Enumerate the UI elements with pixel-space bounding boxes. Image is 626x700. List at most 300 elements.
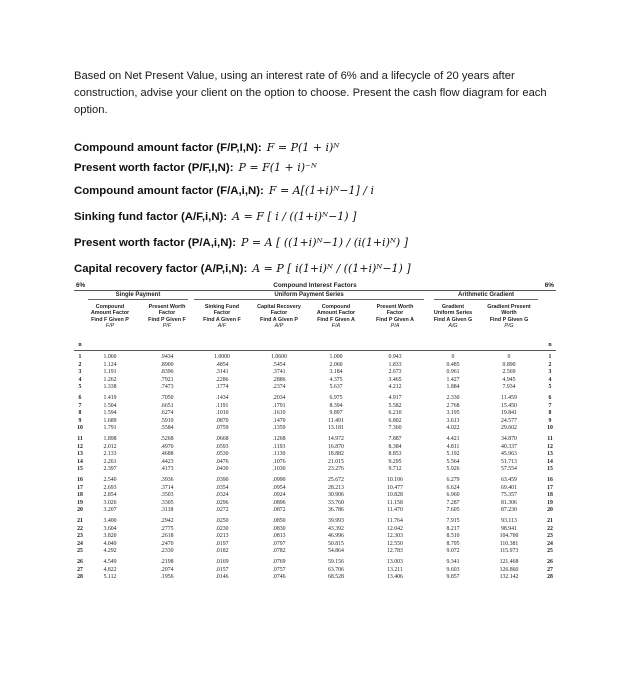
column-header-text: Find A Given F: [203, 316, 241, 323]
table-cell: .3741: [272, 369, 286, 376]
n-column-header: n: [78, 342, 82, 348]
table-cell: 5.192: [446, 451, 460, 458]
table-cell: .1030: [272, 466, 286, 473]
table-cell: .7921: [160, 376, 174, 383]
row-period: 9: [548, 417, 552, 424]
table-cell: 0.961: [446, 369, 460, 376]
table-cell: 104.700: [499, 533, 519, 540]
table-cell: 2.854: [103, 492, 117, 499]
table-cell: 93.113: [501, 518, 517, 524]
table-cell: 9.341: [446, 559, 460, 565]
table-cell: 43.392: [328, 525, 344, 532]
row-period: 7: [78, 402, 82, 409]
table-cell: 3.820: [103, 533, 117, 540]
row-period: 5: [548, 384, 552, 391]
table-cell: .1434: [215, 395, 229, 401]
table-cell: 0.485: [446, 361, 460, 368]
row-period: 27: [547, 566, 553, 573]
row-period: 4: [548, 376, 552, 383]
table-cell: .2775: [160, 525, 174, 532]
formula-label: Capital recovery factor (A/P,i,N):: [74, 263, 248, 275]
table-cell: 2.397: [103, 466, 117, 473]
row-period: 2: [78, 361, 82, 368]
row-period: 26: [547, 559, 553, 565]
table-cell: 0: [507, 354, 511, 360]
table-cell: .3118: [160, 507, 174, 514]
table-cell: 132.142: [499, 574, 519, 581]
column-header-text: Find A Given G: [433, 316, 473, 323]
column-symbol: P/F: [162, 323, 172, 330]
table-cell: 25.672: [328, 477, 344, 483]
table-cell: .2886: [272, 376, 286, 383]
table-cell: .3714: [160, 484, 174, 491]
row-period: 3: [78, 369, 82, 376]
table-cell: .0250: [215, 518, 229, 524]
table-cell: 3.604: [103, 525, 117, 532]
table-cell: .5454: [272, 361, 286, 368]
table-cell: .7050: [160, 395, 174, 401]
table-cell: 9.712: [388, 466, 402, 473]
table-cell: .6651: [160, 402, 174, 409]
table-cell: 16.870: [328, 443, 344, 450]
table-cell: 10.106: [387, 477, 403, 483]
table-cell: 13.211: [387, 566, 403, 573]
table-cell: .0668: [215, 436, 229, 442]
table-cell: .8900: [160, 361, 174, 368]
table-cell: 9.857: [446, 574, 460, 581]
table-cell: .0830: [272, 525, 286, 532]
table-cell: .3936: [160, 477, 174, 483]
table-cell: 57.554: [501, 466, 517, 473]
table-title: Compound Interest Factors: [273, 282, 357, 289]
row-period: 4: [78, 376, 82, 383]
column-symbol: A/P: [274, 323, 284, 330]
table-cell: .4173: [160, 466, 174, 473]
table-cell: 1.419: [103, 395, 117, 401]
table-cell: 2.673: [388, 369, 402, 376]
table-cell: 75.357: [501, 492, 517, 499]
column-header-text: Find F Given A: [317, 316, 355, 323]
table-cell: 5.926: [446, 466, 460, 473]
table-cell: .2942: [160, 518, 174, 524]
table-cell: .2286: [215, 376, 229, 383]
table-cell: .1191: [215, 402, 229, 409]
table-cell: 126.860: [499, 566, 519, 573]
table-cell: .0782: [272, 548, 286, 555]
column-header: [431, 304, 475, 330]
row-period: 10: [77, 425, 83, 432]
table-cell: 1.504: [103, 402, 117, 409]
column-header-text: Find A Given P: [260, 316, 298, 323]
table-cell: .2470: [160, 540, 174, 547]
table-cell: .0390: [215, 477, 229, 483]
table-cell: 4.375: [329, 376, 343, 383]
table-cell: .0146: [215, 574, 229, 581]
row-period: 24: [547, 540, 553, 547]
table-cell: 14.972: [328, 436, 344, 442]
table-cell: 87.230: [501, 507, 517, 514]
row-period: 11: [77, 436, 83, 442]
table-cell: 0.943: [388, 354, 402, 360]
table-cell: 1.060: [103, 354, 117, 360]
row-period: 22: [77, 525, 83, 532]
table-cell: 2.693: [103, 484, 117, 491]
table-cell: 19.841: [501, 410, 517, 417]
column-header: [314, 304, 358, 330]
row-period: 5: [78, 384, 82, 391]
table-cell: 1.833: [388, 361, 402, 368]
table-cell: 12.550: [387, 540, 403, 547]
row-period: 12: [547, 443, 553, 450]
table-cell: .0169: [215, 559, 229, 565]
table-cell: 5.564: [446, 458, 460, 465]
table-cell: .8396: [160, 369, 174, 376]
table-cell: .1010: [215, 410, 229, 417]
row-period: 27: [77, 566, 83, 573]
table-cell: .0924: [272, 492, 286, 499]
table-cell: 33.760: [328, 499, 344, 506]
table-cell: 1.689: [103, 417, 117, 424]
table-cell: 0: [451, 354, 455, 360]
table-cell: 9.603: [446, 566, 460, 573]
table-cell: 6.802: [388, 417, 402, 424]
row-period: 22: [547, 525, 553, 532]
table-cell: .1268: [272, 436, 286, 442]
table-cell: 13.406: [387, 574, 403, 581]
table-cell: 2.261: [103, 458, 117, 465]
table-cell: .0354: [215, 484, 229, 491]
table-cell: .1610: [272, 410, 286, 417]
table-cell: 81.306: [501, 499, 517, 506]
table-cell: 54.864: [328, 548, 344, 555]
table-cell: .0769: [272, 559, 286, 565]
table-cell: .0813: [272, 533, 286, 540]
table-cell: 30.906: [328, 492, 344, 499]
formula-list: [74, 138, 554, 282]
column-header-text: Gradient Uniform Series: [433, 304, 473, 317]
table-cell: 11.158: [387, 499, 403, 506]
table-cell: 3.400: [103, 518, 117, 524]
table-cell: 2.540: [103, 477, 117, 483]
table-cell: 12.303: [387, 533, 403, 540]
table-cell: 5.582: [388, 402, 402, 409]
table-cell: 4.822: [103, 566, 117, 573]
column-header-text: Compound Amount Factor: [90, 304, 130, 317]
table-cell: 4.421: [446, 436, 460, 442]
row-period: 19: [547, 499, 553, 506]
row-period: 28: [547, 574, 553, 581]
formula-expression: P = F(1 + i)⁻ᴺ: [238, 161, 317, 174]
table-cell: .4970: [160, 443, 174, 450]
table-cell: 3.184: [329, 369, 343, 376]
table-cell: 4.049: [103, 540, 117, 547]
table-cell: 15.450: [501, 402, 517, 409]
table-cell: 1.262: [103, 376, 117, 383]
row-period: 1: [78, 354, 82, 360]
table-cell: 8.853: [388, 451, 402, 458]
formula-fp: [74, 138, 554, 158]
table-cell: .7473: [160, 384, 174, 391]
table-cell: 1.338: [103, 384, 117, 391]
table-cell: 21.015: [328, 458, 344, 465]
table-cell: 4.811: [446, 443, 460, 450]
table-cell: 1.791: [103, 425, 117, 432]
table-cell: 3.207: [103, 507, 117, 514]
table-cell: .2374: [272, 384, 286, 391]
table-cell: .2198: [160, 559, 174, 565]
row-period: 26: [77, 559, 83, 565]
table-cell: .2074: [160, 566, 174, 573]
row-period: 25: [77, 548, 83, 555]
table-cell: 4.022: [446, 425, 460, 432]
table-cell: 10.828: [387, 492, 403, 499]
table-cell: .0759: [215, 425, 229, 432]
row-period: 8: [78, 410, 82, 417]
formula-expression: F = A[(1+i)ᴺ−1] / i: [268, 184, 375, 197]
column-symbol: A/G: [448, 323, 458, 330]
table-cell: 1.124: [103, 361, 117, 368]
row-period: 25: [547, 548, 553, 555]
table-cell: .0797: [272, 540, 286, 547]
table-cell: .0430: [215, 466, 229, 473]
row-period: 15: [547, 466, 553, 473]
row-period: 16: [547, 477, 553, 483]
table-top-rule: [74, 290, 556, 291]
row-period: 20: [77, 507, 83, 514]
table-cell: 12.783: [387, 548, 403, 555]
column-header: [200, 304, 244, 330]
table-cell: 6.960: [446, 492, 460, 499]
column-header-text: Find P Given G: [489, 316, 529, 323]
row-period: 1: [548, 354, 552, 360]
table-cell: 36.786: [328, 507, 344, 514]
table-cell: 3.613: [446, 417, 460, 424]
table-cell: .3141: [215, 369, 229, 376]
column-header-text: Capital Recovery Factor: [257, 304, 301, 317]
table-cell: 1.191: [103, 369, 117, 376]
table-cell: 10.477: [387, 484, 403, 491]
formula-label: Present worth factor (P/A,i,N):: [74, 237, 237, 249]
table-cell: 8.394: [329, 402, 343, 409]
row-period: 17: [77, 484, 83, 491]
table-cell: 40.337: [501, 443, 517, 450]
table-cell: .0213: [215, 533, 229, 540]
table-cell: 1.898: [103, 436, 117, 442]
table-cell: .3503: [160, 492, 174, 499]
table-cell: .5584: [160, 425, 174, 432]
table-cell: 28.213: [328, 484, 344, 491]
table-cell: 8.217: [446, 525, 460, 532]
table-cell: 7.360: [388, 425, 402, 432]
row-period: 12: [77, 443, 83, 450]
table-cell: 5.637: [329, 384, 343, 391]
column-header-text: Present Worth Factor: [376, 304, 414, 317]
table-cell: .0954: [272, 484, 286, 491]
formula-expression: A = F [ i / ((1+i)ᴺ−1) ]: [232, 210, 357, 223]
question-text: Based on Net Present Value, using an interest rate of 6% and a lifecycle of 20 years after construction, advise your client on the option to choose. Present the cash flow diagram for each option.: [74, 70, 547, 116]
row-period: 14: [547, 458, 553, 465]
table-cell: .0272: [215, 507, 229, 514]
table-cell: 2.569: [502, 369, 516, 376]
table-cell: 1.000: [329, 354, 343, 360]
table-cell: 4.292: [103, 548, 117, 555]
table-cell: 11.470: [387, 507, 403, 514]
formula-label: Present worth factor (P/F,I,N):: [74, 162, 234, 174]
formula-pa: [74, 230, 554, 256]
table-cell: 4.549: [103, 559, 117, 565]
table-cell: 2.330: [446, 395, 460, 401]
table-cell: 3.465: [388, 376, 402, 383]
header-bottom-rule: [74, 350, 556, 351]
formula-label: Compound amount factor (F/P,I,N):: [74, 142, 262, 154]
column-header-text: Present Worth Factor: [148, 304, 186, 317]
table-cell: .4423: [160, 458, 174, 465]
table-cell: .0324: [215, 492, 229, 499]
table-cell: 24.577: [501, 417, 517, 424]
column-symbol: P/G: [504, 323, 514, 330]
table-cell: 6.624: [446, 484, 460, 491]
table-cell: .0230: [215, 525, 229, 532]
table-cell: 7.605: [446, 507, 460, 514]
table-cell: 1.427: [446, 376, 460, 383]
table-cell: 8.384: [388, 443, 402, 450]
table-cell: 11.491: [328, 417, 344, 424]
table-cell: 59.156: [328, 559, 344, 565]
table-cell: .1956: [160, 574, 174, 581]
table-cell: 46.996: [328, 533, 344, 540]
table-cell: .4854: [215, 361, 229, 368]
formula-fa: [74, 178, 554, 204]
table-cell: 3.195: [446, 410, 460, 417]
table-cell: .0530: [215, 451, 229, 458]
table-cell: 121.468: [499, 559, 519, 565]
row-period: 9: [78, 417, 82, 424]
table-cell: .2330: [160, 548, 174, 555]
column-symbol: A/F: [217, 323, 227, 330]
table-cell: 7.287: [446, 499, 460, 506]
table-cell: .0870: [215, 417, 229, 424]
row-period: 17: [547, 484, 553, 491]
table-cell: 110.381: [499, 540, 519, 547]
table-cell: 45.963: [501, 451, 517, 458]
formula-af: [74, 204, 554, 230]
table-cell: 12.042: [387, 525, 403, 532]
table-cell: .5268: [160, 436, 174, 442]
column-symbol: P/A: [390, 323, 400, 330]
table-cell: .0990: [272, 477, 286, 483]
n-column-header: n: [548, 342, 552, 348]
row-period: 6: [548, 395, 552, 401]
table-cell: 1.0000: [214, 354, 230, 360]
row-period: 13: [77, 451, 83, 458]
table-cell: 2.060: [329, 361, 343, 368]
table-cell: 9.295: [388, 458, 402, 465]
column-header: [257, 304, 301, 330]
formula-expression: F = P(1 + i)ᴺ: [266, 141, 340, 154]
table-cell: 2.768: [446, 402, 460, 409]
table-cell: 0.890: [502, 361, 516, 368]
table-cell: 63.459: [501, 477, 517, 483]
table-cell: 8.510: [446, 533, 460, 540]
column-header-text: Sinking Fund Factor: [204, 304, 240, 317]
table-cell: .0476: [215, 458, 229, 465]
table-cell: 2.133: [103, 451, 117, 458]
table-cell: 4.945: [502, 376, 516, 383]
column-header: [88, 304, 132, 330]
table-cell: 7.915: [446, 518, 460, 524]
row-period: 15: [77, 466, 83, 473]
row-period: 7: [548, 402, 552, 409]
table-cell: .0157: [215, 566, 229, 573]
row-period: 13: [547, 451, 553, 458]
table-cell: .6274: [160, 410, 174, 417]
table-cell: .3305: [160, 499, 174, 506]
table-cell: .0872: [272, 507, 286, 514]
table-cell: 50.815: [328, 540, 344, 547]
group-uniform-series: Uniform Payment Series: [194, 292, 424, 300]
table-cell: 5.112: [103, 574, 117, 581]
table-cell: .1774: [215, 384, 229, 391]
table-cell: .1130: [272, 451, 286, 458]
column-header-text: Find P Given A: [375, 316, 415, 323]
compound-interest-table: [74, 282, 556, 581]
formula-ap: [74, 256, 554, 282]
table-cell: 9.072: [446, 548, 460, 555]
row-period: 19: [77, 499, 83, 506]
table-cell: .0182: [215, 548, 229, 555]
table-cell: 11.459: [501, 395, 517, 401]
column-header: [145, 304, 189, 330]
table-cell: 4.212: [388, 384, 402, 391]
table-cell: 1.0600: [271, 354, 287, 360]
table-cell: .0593: [215, 443, 229, 450]
table-cell: .4688: [160, 451, 174, 458]
table-cell: .1193: [272, 443, 286, 450]
row-period: 21: [77, 518, 83, 524]
table-cell: 7.934: [502, 384, 516, 391]
table-cell: 98.941: [501, 525, 517, 532]
row-period: 8: [548, 410, 552, 417]
table-cell: 39.993: [328, 518, 344, 524]
table-cell: 115.973: [499, 548, 519, 555]
table-cell: 3.026: [103, 499, 117, 506]
table-cell: .0746: [272, 574, 286, 581]
table-cell: 8.795: [446, 540, 460, 547]
row-period: 18: [547, 492, 553, 499]
formula-expression: A = P [ i(1+i)ᴺ / ((1+i)ᴺ−1) ]: [252, 262, 411, 275]
row-period: 11: [547, 436, 553, 442]
table-cell: .2034: [272, 395, 286, 401]
row-period: 6: [78, 395, 82, 401]
table-cell: 63.706: [328, 566, 344, 573]
table-cell: .0850: [272, 518, 286, 524]
formula-expression: P = A [ ((1+i)ᴺ−1) / (i(1+i)ᴺ) ]: [241, 236, 409, 249]
table-cell: .9434: [160, 354, 174, 360]
row-period: 2: [548, 361, 552, 368]
table-cell: 29.602: [501, 425, 517, 432]
table-cell: 69.401: [501, 484, 517, 491]
formula-label: Sinking fund factor (A/F,i,N):: [74, 211, 228, 223]
row-period: 10: [547, 425, 553, 432]
table-cell: 18.882: [328, 451, 344, 458]
row-period: 21: [547, 518, 553, 524]
table-cell: 34.870: [501, 436, 517, 442]
table-cell: .0197: [215, 540, 229, 547]
table-cell: 1.884: [446, 384, 460, 391]
table-cell: .0757: [272, 566, 286, 573]
table-cell: .1791: [272, 402, 286, 409]
table-cell: .0296: [215, 499, 229, 506]
